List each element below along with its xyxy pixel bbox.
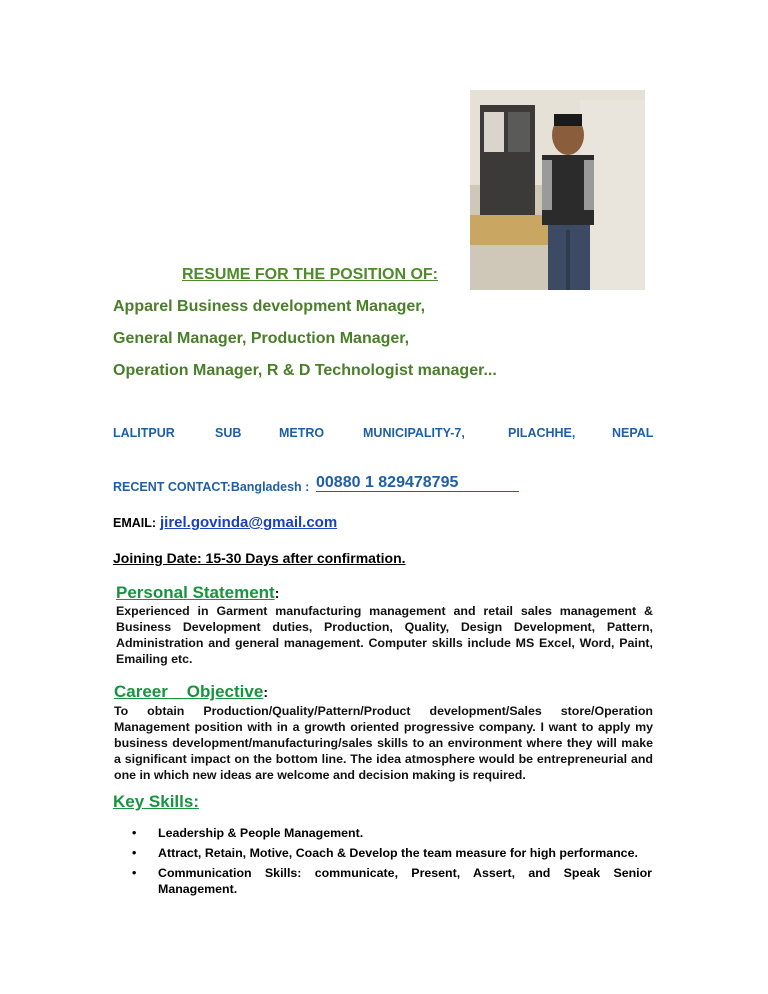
- personal-statement-text: Experienced in Garment manufacturing management and retail sales management & Business Development duties, Production, Quality, Design Development, Pattern, Administration and general management. Computer skills include MS Excel, Word, Paint, Emailing etc.: [116, 604, 653, 666]
- email-label: EMAIL:: [113, 516, 157, 530]
- address-part: SUB: [215, 426, 242, 440]
- list-item: • Leadership & People Management.: [132, 826, 364, 840]
- phone-number[interactable]: 00880 1 829478795: [316, 474, 459, 491]
- contact-label: RECENT CONTACT:Bangladesh :: [113, 480, 310, 494]
- list-item: • Attract, Retain, Motive, Coach & Develop the team measure for high performance.: [132, 846, 638, 860]
- heading-colon: :: [263, 684, 268, 700]
- list-item: • Communication Skills: communicate, Present, Assert, and Speak Senior Management.: [132, 866, 652, 896]
- address-part: LALITPUR: [113, 426, 175, 440]
- profile-photo: [470, 90, 645, 290]
- phone-underline: [316, 491, 519, 492]
- address-part: PILACHHE,: [508, 426, 576, 440]
- position-line-2: General Manager, Production Manager,: [113, 330, 410, 347]
- address-part: NEPAL: [612, 426, 654, 440]
- key-skills-heading: Key Skills:: [113, 792, 199, 811]
- career-objective-heading-row: [114, 682, 268, 702]
- skill-text: Leadership & People Management.: [158, 826, 364, 840]
- address-part: METRO: [279, 426, 325, 440]
- address-part: MUNICIPALITY-7,: [363, 426, 465, 440]
- skill-text: Attract, Retain, Motive, Coach & Develop the team measure for high performance.: [158, 846, 638, 860]
- personal-statement-heading: Personal Statement: [116, 583, 275, 602]
- career-objective-heading: Career _ Objective: [114, 682, 264, 701]
- joining-date: Joining Date: 15-30 Days after confirmation.: [113, 550, 406, 566]
- resume-title: RESUME FOR THE POSITION OF:: [182, 266, 439, 283]
- skill-text: Communication Skills: communicate, Present, Assert, and Speak Senior Management.: [158, 866, 652, 896]
- heading-colon: :: [274, 585, 280, 601]
- career-objective-text: To obtain Production/Quality/Pattern/Product development/Sales store/Operation Management position with in a growth oriented progressive company. I want to apply my business development/manufacturing/sales skills to an environment where they will make a significant impact on the bottom line. The idea atmosphere would be entrepreneurial and one in which new ideas are welcome and decision making is required.: [114, 704, 653, 782]
- position-line-3: Operation Manager, R & D Technologist manager...: [113, 362, 497, 379]
- key-skills-list: [132, 825, 652, 901]
- personal-statement-heading-row: [116, 583, 279, 603]
- position-line-1: Apparel Business development Manager,: [113, 298, 426, 315]
- email-link[interactable]: jirel.govinda@gmail.com: [160, 514, 338, 531]
